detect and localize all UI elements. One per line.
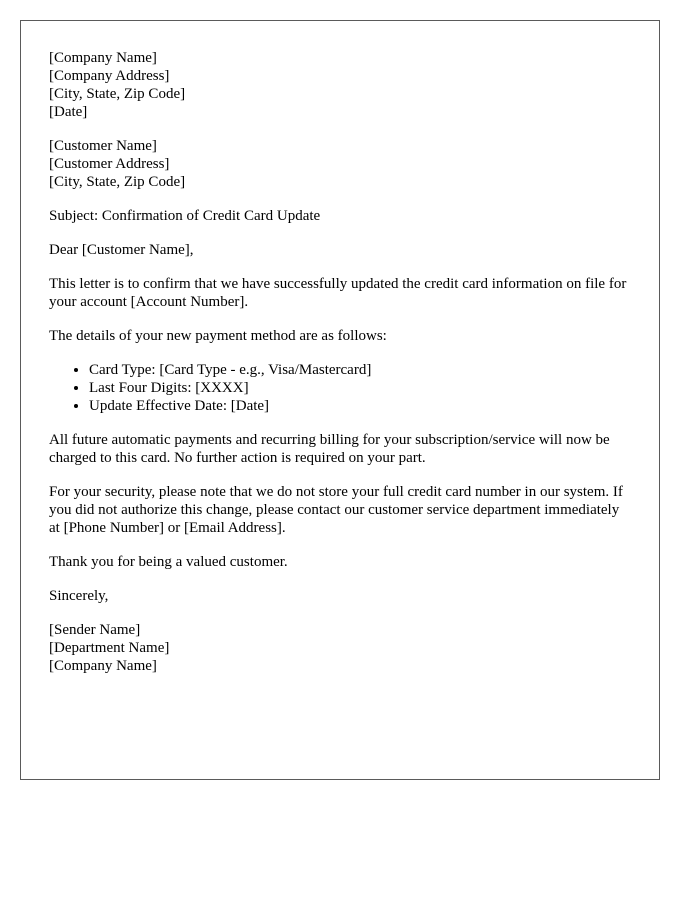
sender-address-block <box>49 49 631 121</box>
recipient-customer-address: [Customer Address] <box>49 156 170 172</box>
sender-city-state-zip: [City, State, Zip Code] <box>49 86 186 102</box>
letter-salutation: Dear [Customer Name], <box>49 242 194 258</box>
signature-sender-name: [Sender Name] <box>49 622 141 638</box>
recipient-address-block <box>49 137 631 191</box>
details-intro-paragraph: The details of your new payment method are as follows: <box>49 328 387 344</box>
signature-block <box>49 621 631 675</box>
thanks-paragraph: Thank you for being a valued customer. <box>49 554 288 570</box>
letter-closing: Sincerely, <box>49 588 109 604</box>
detail-effective-date: • Update Effective Date: [Date] <box>89 397 631 415</box>
payment-details-list <box>49 361 631 415</box>
intro-paragraph: This letter is to confirm that we have successfully updated the credit card information on file for your account [Account Number]. <box>49 276 627 310</box>
recipient-city-state-zip: [City, State, Zip Code] <box>49 174 186 190</box>
recipient-customer-name: [Customer Name] <box>49 138 157 154</box>
letter-subject: Subject: Confirmation of Credit Card Update <box>49 208 321 224</box>
letter-page <box>20 20 660 780</box>
detail-card-type: • Card Type: [Card Type - e.g., Visa/Mastercard] <box>89 361 631 379</box>
security-paragraph: For your security, please note that we do not store your full credit card number in our system. If you did not authorize this change, please contact our customer service department immediately at [Phone Number] or [Email Address]. <box>49 484 623 536</box>
detail-last-four-digits: • Last Four Digits: [XXXX] <box>89 379 631 397</box>
signature-department-name: [Department Name] <box>49 640 170 656</box>
sender-company-address: [Company Address] <box>49 68 170 84</box>
signature-company-name: [Company Name] <box>49 658 157 674</box>
letter-date: [Date] <box>49 104 88 120</box>
sender-company-name: [Company Name] <box>49 50 157 66</box>
future-payments-paragraph: All future automatic payments and recurring billing for your subscription/service will now be charged to this card. No further action is required on your part. <box>49 432 610 466</box>
